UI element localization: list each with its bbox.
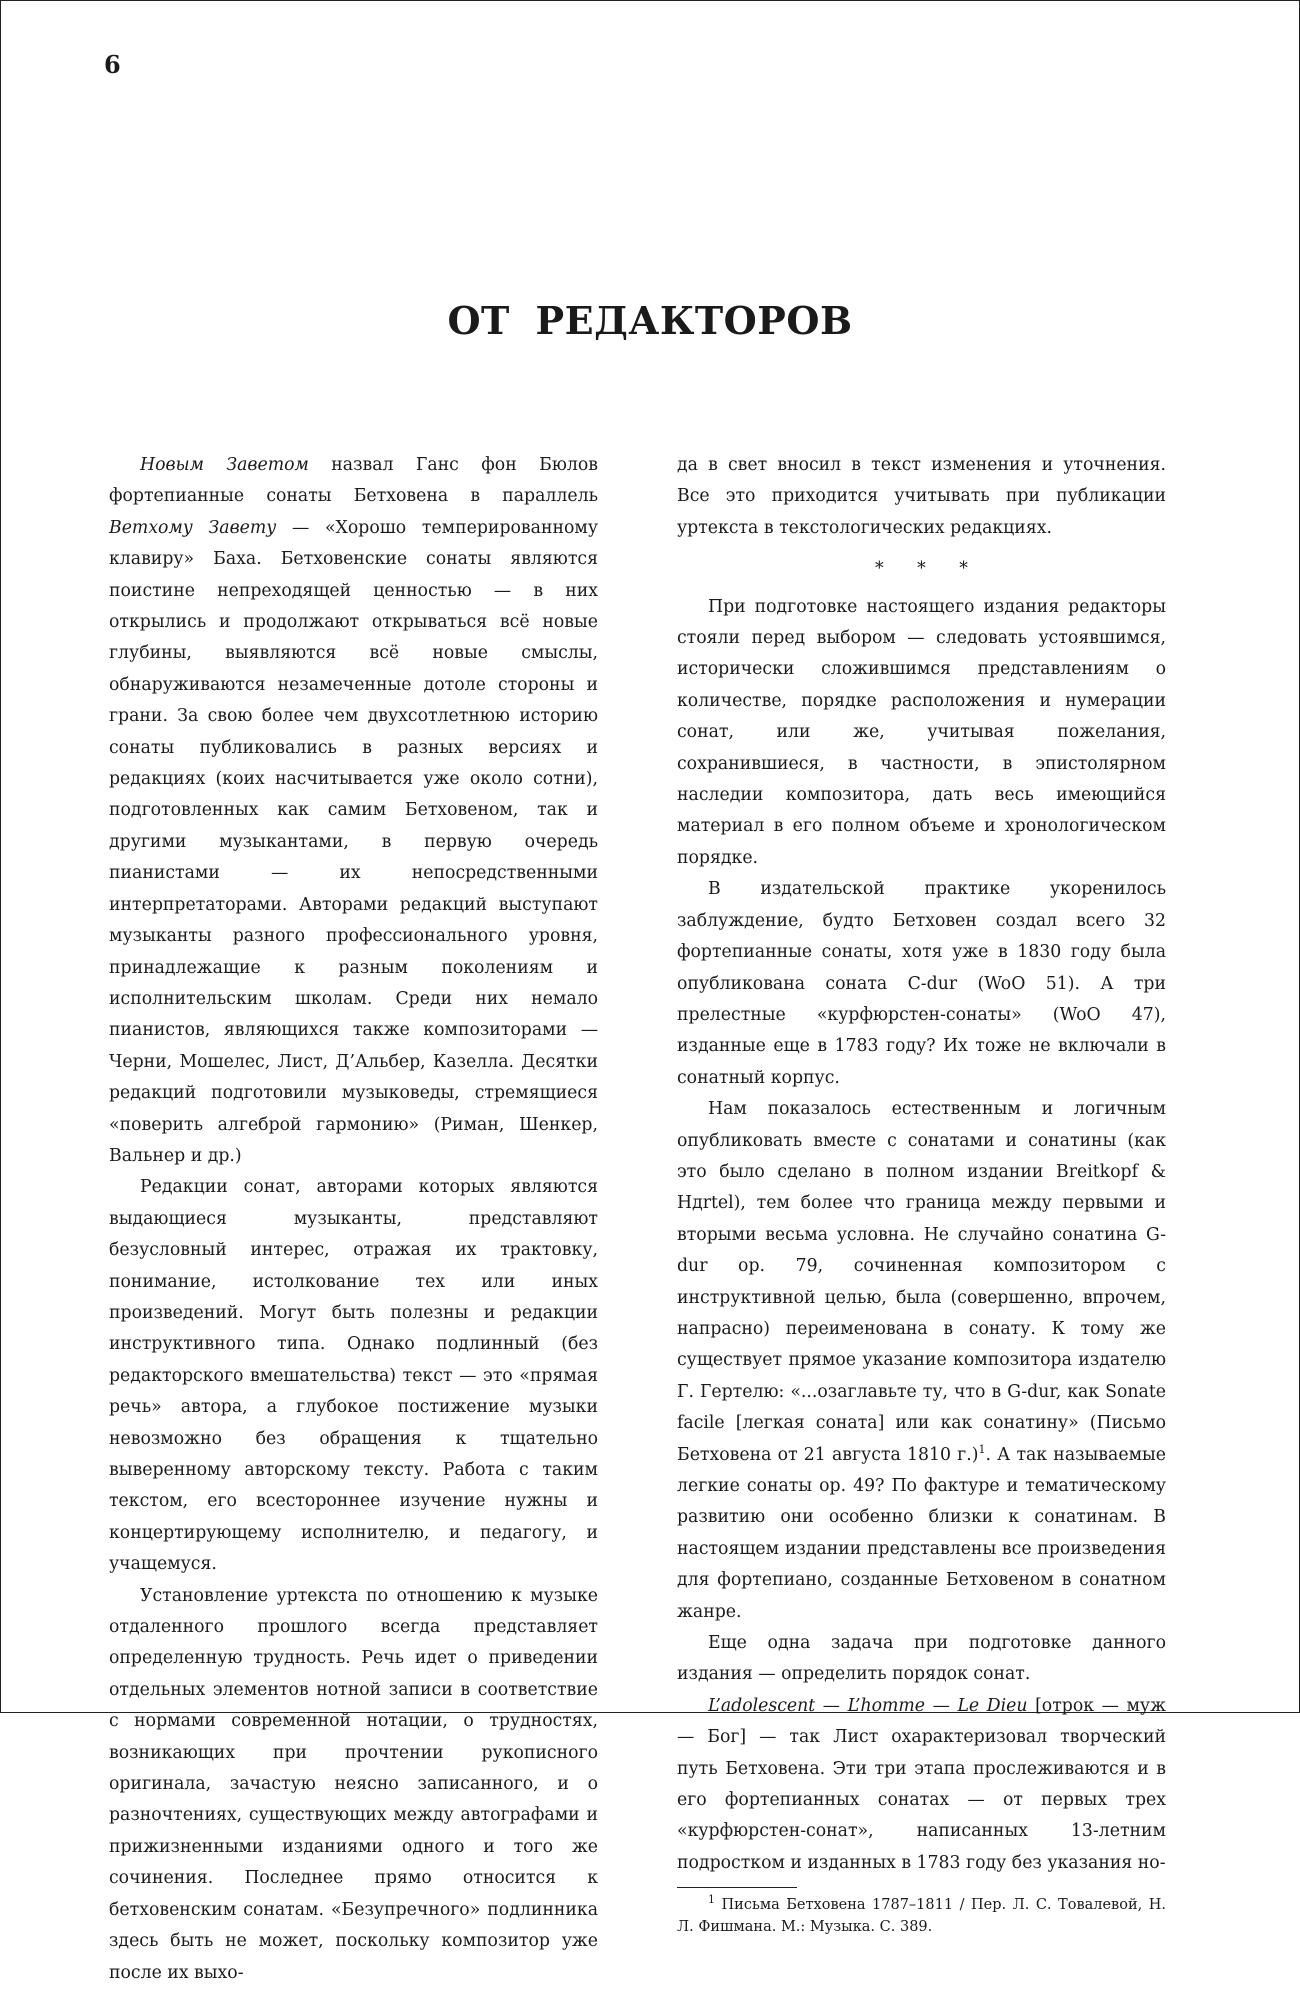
left-column: [109, 450, 598, 1989]
footnote-text: Письма Бетховена 1787–1811 / Пер. Л. С. Товалевой, Н. Л. Фишмана. М.: Музыка. С. 389.: [677, 1897, 1166, 1936]
paragraph: [677, 1691, 1166, 1879]
page-number: 6: [104, 50, 121, 79]
footnote-reference: 1: [978, 1442, 986, 1456]
paragraph-text: назвал Ганс фон Бюлов фортепианные сонаты Бетховена в параллель: [109, 455, 598, 507]
paragraph-text: [отрок — муж — Бог] — так Лист охарактеризовал творческий путь Бетховена. Эти три этапа прослеживаются и в его фортепианных сонатах — от первых трех «курфюрстен-сонат», написанных 13-летним подростком и изданных в 1783 году без указания но-: [677, 1695, 1166, 1873]
paragraph: [677, 1094, 1166, 1628]
italic-term: Новым Заветом: [140, 455, 309, 475]
footnote-marker: 1: [708, 1893, 715, 1907]
italic-term: L’adolescent — L’homme — Le Dieu: [708, 1695, 1028, 1716]
paragraph-continued: да в свет вносил в текст изменения и уточнения. Все это приходится учитывать при публикации уртекста в текстологических редакциях.: [677, 455, 1166, 538]
paragraph: Редакции сонат, авторами которых являются выдающиеся музыканты, представляют безусловный интерес, отражая их трактовку, понимание, истолкование тех или иных произведений. Могут быть полезны и редакции инструктивного типа. Однако подлинный (без редакторского вмешательства) текст — это «прямая речь» автора, а глубокое постижение музыки невозможно без обращения к тщательно выверенному авторскому тексту. Работа с таким текстом, его всестороннее изучение нужны и концертирующему исполнителю, и педагогу, и учащемуся.: [109, 1177, 598, 1575]
paragraph: Еще одна задача при подготовке данного издания — определить порядок сонат.: [677, 1633, 1166, 1685]
section-separator: * * *: [875, 559, 982, 580]
paragraph: При подготовке настоящего издания редакторы стояли перед выбором — следовать устоявшимся, исторически сложившимся представлениям о количестве, порядке расположения и нумерации сонат, или же, учитывая пожелания, сохранившиеся, в частности, в эпистолярном наследии композитора, дать весь имеющийся материал в его полном объеме и хронологическом порядке.: [677, 596, 1166, 868]
footnote-divider: [677, 1887, 797, 1888]
paragraph-text: Нам показалось естественным и логичным опубликовать вместе с сонатами и сонатины (как это было сделано в полном издании Breitkopf & Hдrtel), тем более что граница между первыми и вторыми весьма условна. Не случайно сонатина G-dur op. 79, сочиненная композитором с инструктивной целью, была (совершенно, впрочем, напрасно) переименована в сонату. К тому же существует прямое указание композитора издателю Г. Гертелю: «...озаглавьте ту, что в G-dur, как Sonate facile [легкая соната] или как сонатину» (Письмо Бетховена от 21 августа 1810 г.): [677, 1099, 1166, 1465]
footnote: [677, 1894, 1166, 1938]
page-title: ОТ РЕДАКТОРОВ: [447, 298, 853, 343]
paragraph: В издательской практике укоренилось заблуждение, будто Бетховен создал всего 32 фортепианные сонаты, хотя уже в 1830 году была опубликована соната C-dur (WoO 51). А три прелестные «курфюрстен-сонаты» (WoO 47), изданные еще в 1783 году? Их тоже не включали в сонатный корпус.: [677, 879, 1166, 1088]
paragraph: Установление уртекста по отношению к музыке отдаленного прошлого всегда представляет определенную трудность. Речь идет о приведении отдельных элементов нотной записи в соответствие с нормами современной нотации, о трудностях, возникающих при прочтении рукописного оригинала, зачастую неясно записанного, и о разночтениях, существующих между автографами и прижизненными изданиями одного и того же сочинения. Последнее прямо относится к бетховенским сонатам. «Безупречного» подлинника здесь быть не может, поскольку композитор уже после их выхо-: [109, 1585, 598, 1983]
right-column: [677, 450, 1166, 1938]
paragraph: [109, 450, 598, 1172]
paragraph-text: . А так называемые легкие сонаты op. 49? По фактуре и тематическому развитию они особенно близки к сонатинам. В настоящем издании представлены все произведения для фортепиано, созданные Бетховеном в сонатном жанре.: [677, 1444, 1166, 1622]
paragraph-text: — «Хорошо темперированному клавиру» Баха. Бетховенские сонаты являются поистине непреходящей ценностью — в них открылись и продолжают открываться всё новые глубины, выявляются всё новые смыслы, обнаруживаются незамеченные дотоле стороны и грани. За свою более чем двухсотлетнюю историю сонаты публиковались в разных версиях и редакциях (коих насчитывается уже около сотни), подготовленных как самим Бетховеном, так и другими музыкантами, в первую очередь пианистами — их непосредственными интерпретаторами. Авторами редакций выступают музыканты разного профессионального уровня, принадлежащие к разным поколениям и исполнительским школам. Среди них немало пианистов, являющихся также композиторами — Черни, Мошелес, Лист, Д’Альбер, Казелла. Десятки редакций подготовили музыковеды, стремящиеся «поверить алгеброй гармонию» (Риман, Шенкер, Вальнер и др.): [109, 517, 598, 1166]
italic-term: Ветхому Завету: [109, 517, 277, 538]
